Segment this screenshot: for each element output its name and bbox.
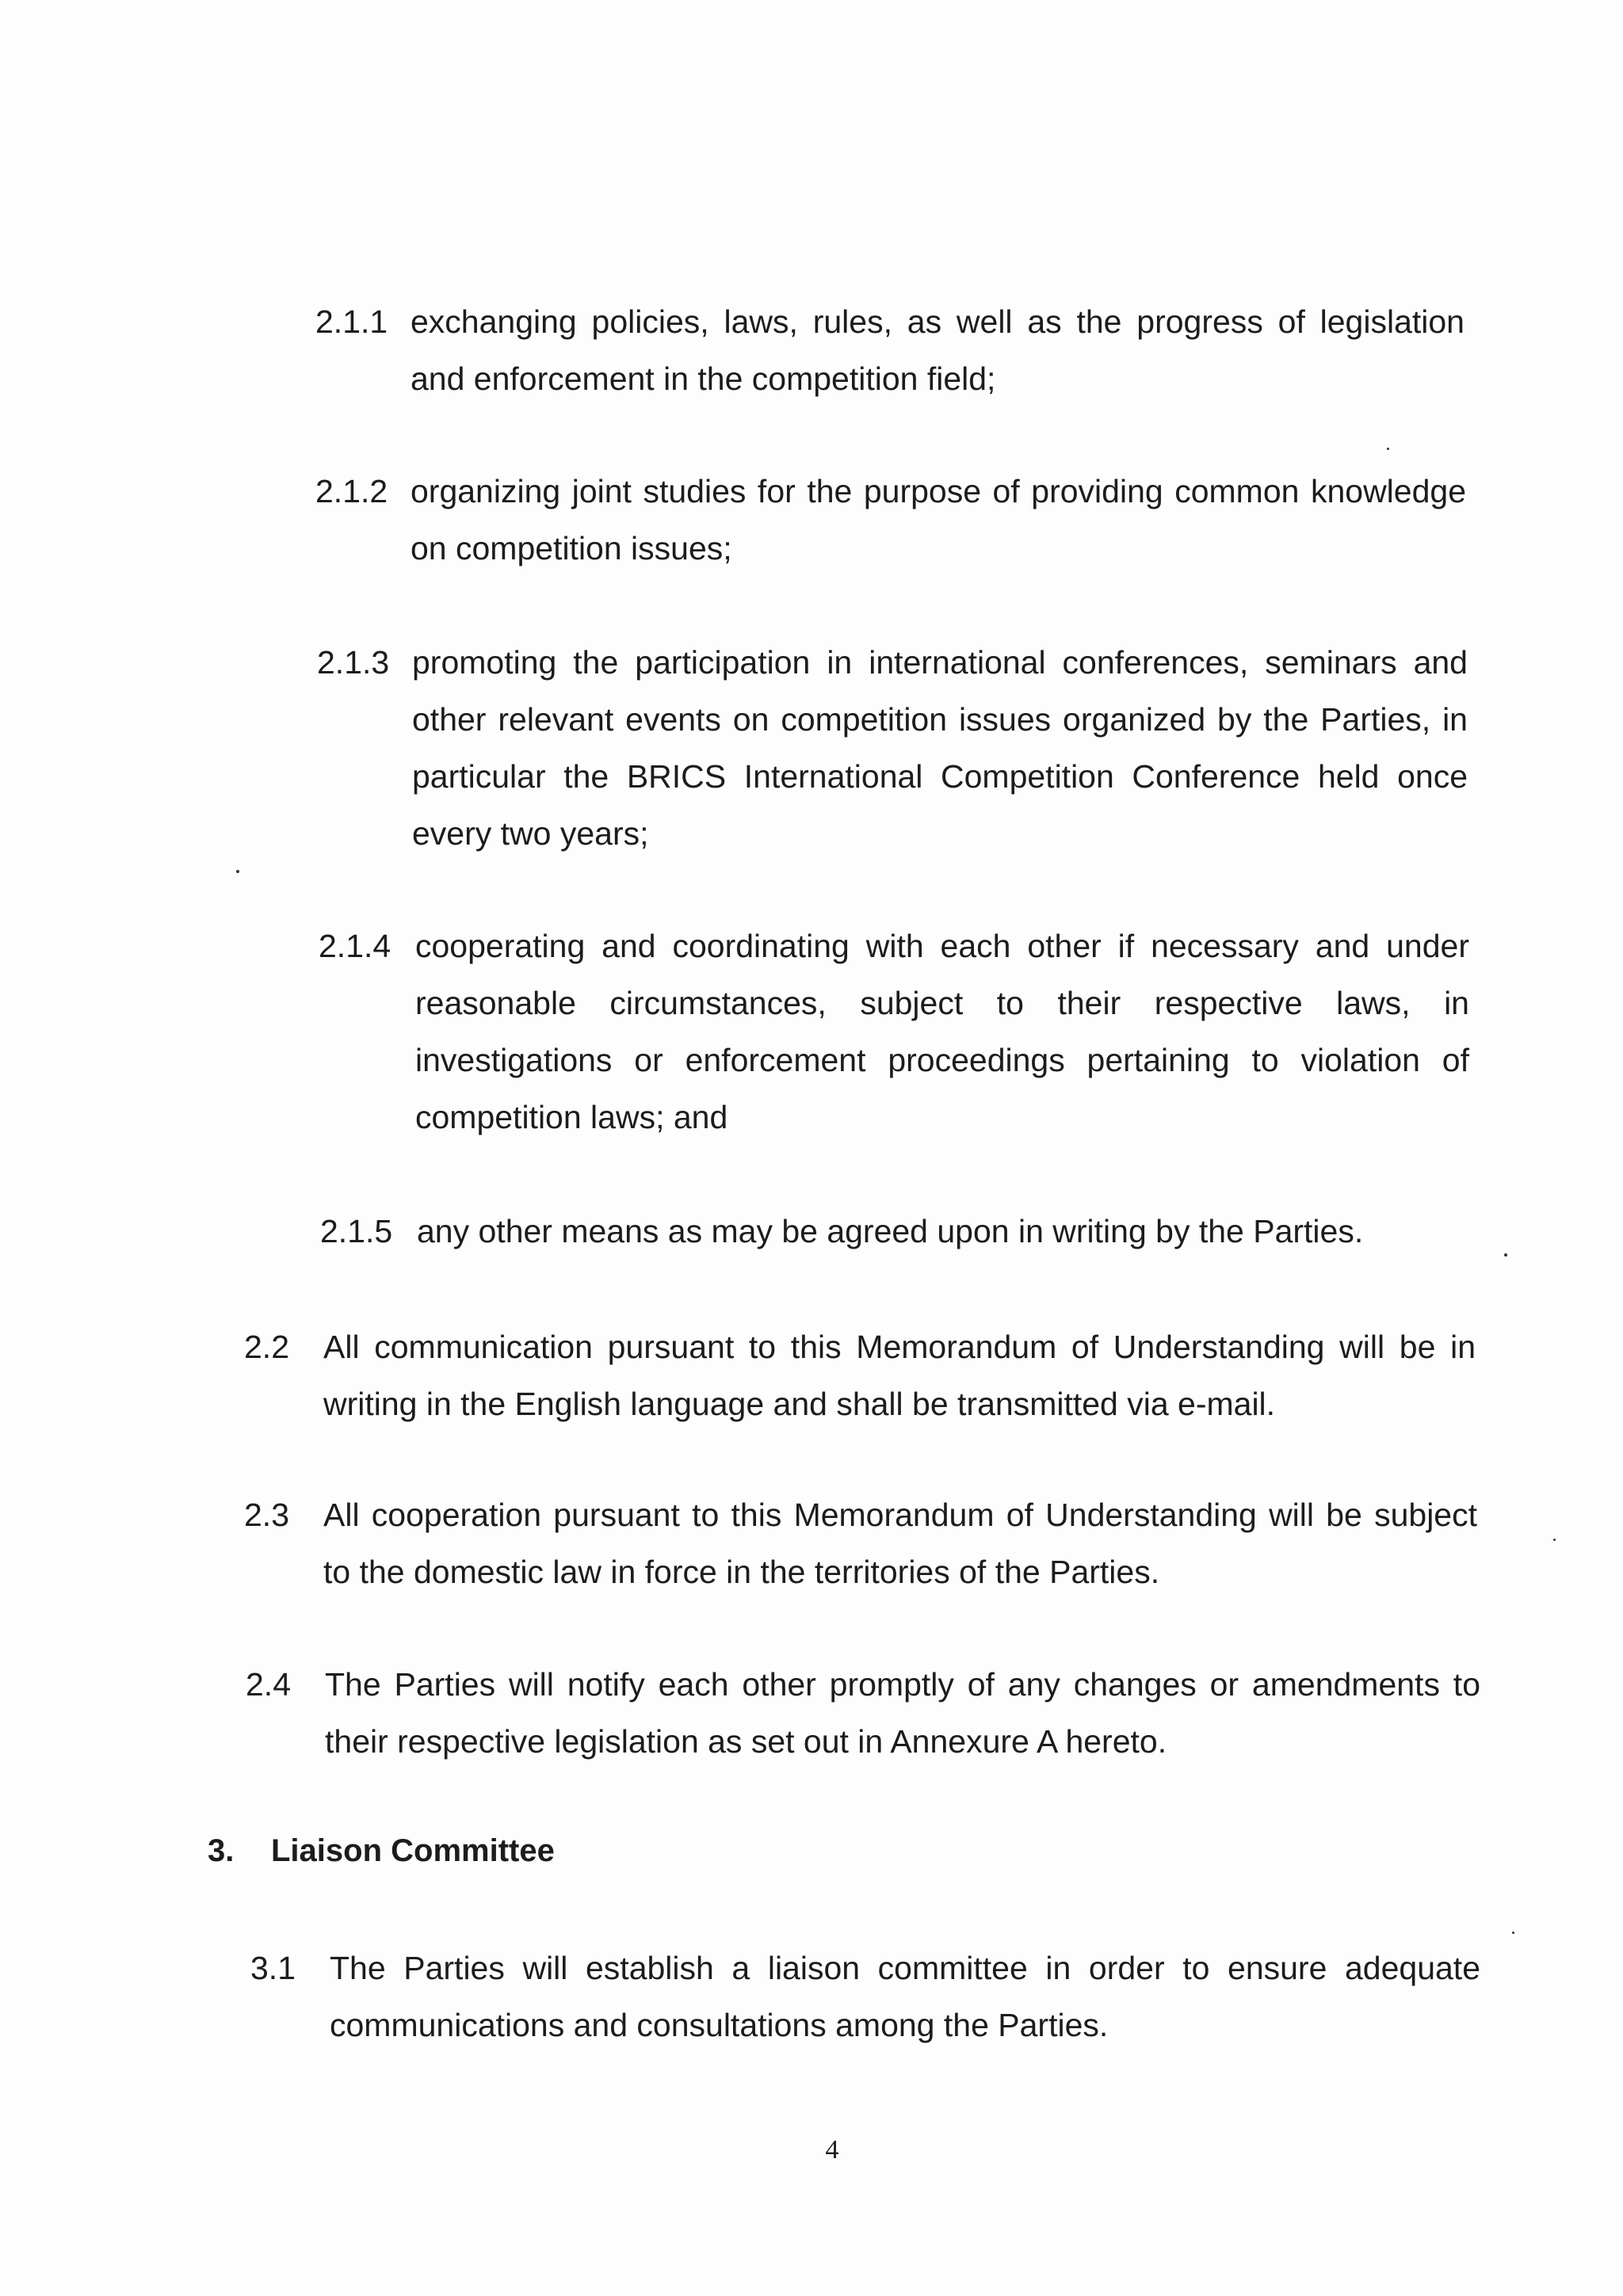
clause-2-1-2	[315, 463, 1466, 577]
clause-2-3	[244, 1486, 1477, 1600]
clause-2-4	[246, 1656, 1480, 1770]
clause-number: 2.4	[246, 1666, 291, 1703]
scan-speck	[236, 870, 239, 873]
clause-2-1-5	[320, 1203, 1471, 1260]
clause-number: 2.2	[244, 1329, 289, 1365]
clause-number: 2.1.4	[319, 928, 391, 964]
scan-speck	[1504, 1253, 1507, 1257]
section-title: Liaison Committee	[271, 1833, 555, 1868]
clause-number: 2.1.2	[315, 473, 388, 509]
clause-2-1-1	[315, 293, 1465, 407]
clause-text: The Parties will notify each other promptly of any changes or amendments to their respective legislation as set out in Annexure A hereto.	[325, 1666, 1480, 1760]
clause-2-2	[244, 1318, 1476, 1432]
section-heading	[208, 1822, 555, 1879]
clause-text: cooperating and coordinating with each other if necessary and under reasonable circumstances, subject to their respective laws, in investigations or enforcement proceedings pertaining to violation of competition laws; and	[415, 928, 1469, 1135]
clause-number: 2.1.5	[320, 1213, 393, 1249]
scan-speck	[1387, 448, 1389, 450]
clause-text: any other means as may be agreed upon in writing by the Parties.	[417, 1213, 1364, 1249]
clause-number: 3.1	[250, 1950, 296, 1986]
clause-text: The Parties will establish a liaison committee in order to ensure adequate communications and consultations among the Parties.	[330, 1950, 1480, 2043]
clause-2-1-4	[319, 917, 1469, 1146]
clause-number: 2.1.1	[315, 303, 388, 340]
section-number: 3.	[208, 1833, 235, 1868]
scan-speck	[1512, 1932, 1514, 1934]
clause-2-1-3	[317, 634, 1468, 862]
clause-number: 2.3	[244, 1497, 289, 1533]
clause-text: organizing joint studies for the purpose of providing common knowledge on competition issues;	[411, 473, 1466, 566]
clause-number: 2.1.3	[317, 644, 390, 681]
clause-text: All cooperation pursuant to this Memorandum of Understanding will be subject to the domestic law in force in the territories of the Parties.	[323, 1497, 1477, 1590]
scan-speck	[1553, 1539, 1556, 1541]
page-number: 4	[825, 2135, 839, 2164]
clause-text: exchanging policies, laws, rules, as well as the progress of legislation and enforcement in the competition field;	[411, 303, 1465, 397]
clause-text: All communication pursuant to this Memorandum of Understanding will be in writing in the English language and shall be transmitted via e-mail.	[323, 1329, 1476, 1422]
clause-text: promoting the participation in international conferences, seminars and other relevant events on competition issues organized by the Parties, in particular the BRICS International Competition Conference held once every two years;	[412, 644, 1468, 852]
clause-3-1	[250, 1939, 1480, 2054]
